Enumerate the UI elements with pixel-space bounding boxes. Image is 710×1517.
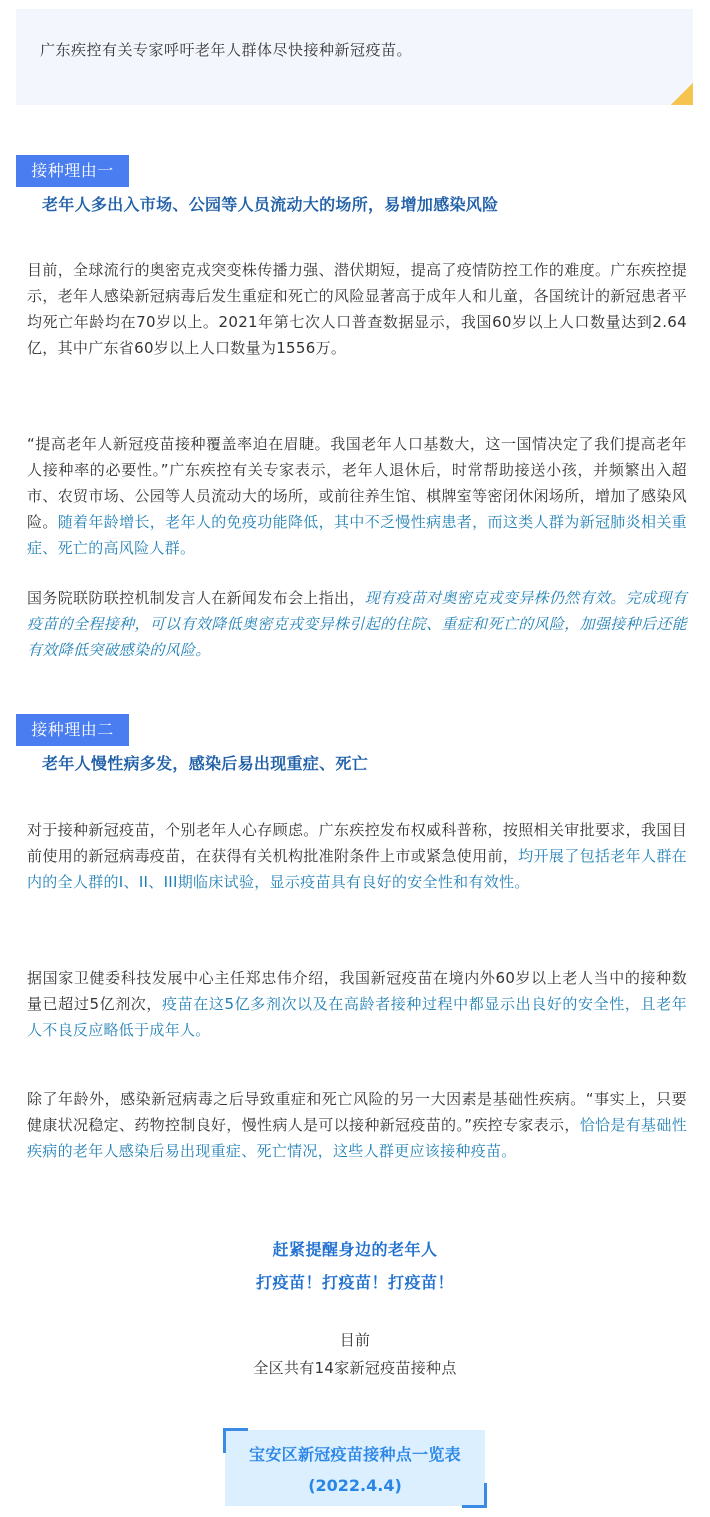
cta-line-1: 赶紧提醒身边的老年人 <box>272 1240 438 1259</box>
section2-heading: 老年人慢性病多发，感染后易出现重症、死亡 <box>42 754 369 773</box>
intro-text: 广东疾控有关专家呼吁老年人群体尽快接种新冠疫苗。 <box>40 41 413 59</box>
section1-paragraph-3-highlight: 现有疫苗对奥密克戎变异株仍然有效。完成现有疫苗的全程接种，可以有效降低奥密克戎变异株引起的住院、重症和死亡的风险，加强接种后还能有效降低突破感染的风险。 <box>27 589 687 659</box>
section1-paragraph-2-text: “提高老年人新冠疫苗接种覆盖率迫在眉睫。我国老年人口基数大，这一国情决定了我们提高老年人接种率的必要性。”广东疾控有关专家表示，老年人退休后，时常帮助接送小孩，并频繁出入超市、农贸市场、公园等人员流动大的场所，或前往养生馆、棋牌室等密闭休闲场所，增加了感染风险。 <box>27 435 687 531</box>
section2-paragraph-3 <box>27 1086 687 1164</box>
section1-tag: 接种理由一 <box>16 155 129 187</box>
section2-paragraph-3-highlight: 恰恰是有基础性疾病的老年人感染后易出现重症、死亡情况，这些人群更应该接种疫苗。 <box>27 1116 688 1160</box>
section2-paragraph-1 <box>27 817 687 895</box>
corner-decoration <box>671 83 693 105</box>
intro-box <box>16 9 693 105</box>
section2-paragraph-1-highlight: 均开展了包括老年人群在内的全人群的I、II、III期临床试验，显示疫苗具有良好的安全性和有效性。 <box>27 847 687 891</box>
section2-tag: 接种理由二 <box>16 714 129 746</box>
vaccination-list-button[interactable] <box>225 1430 485 1506</box>
cta-line-2: 打疫苗！打疫苗！打疫苗！ <box>255 1273 454 1292</box>
section1-heading: 老年人多出入市场、公园等人员流动大的场所，易增加感染风险 <box>42 195 499 214</box>
info-line-2: 全区共有14家新冠疫苗接种点 <box>253 1359 457 1377</box>
section2-paragraph-2-text: 据国家卫健委科技发展中心主任郑忠伟介绍，我国新冠疫苗在境内外60岁以上老人当中的接种数量已超过5亿剂次， <box>27 969 687 1013</box>
section2-paragraph-1-text: 对于接种新冠疫苗，个别老年人心存顾虑。广东疾控发布权威科普称，按照相关审批要求，我国目前使用的新冠病毒疫苗，在获得有关机构批准附条件上市或紧急使用前， <box>27 821 687 865</box>
section1-paragraph-3 <box>27 585 687 663</box>
section1-paragraph-1: 目前，全球流行的奥密克戎突变株传播力强、潜伏期短，提高了疫情防控工作的难度。广东疾控提示，老年人感染新冠病毒后发生重症和死亡的风险显著高于成年人和儿童，各国统计的新冠患者平均死亡年龄均在70岁以上。2021年第七次人口普查数据显示，我国60岁以上人口数量达到2.64亿，其中广东省60岁以上人口数量为1556万。 <box>27 261 687 357</box>
section2-paragraph-3-text: 除了年龄外，感染新冠病毒之后导致重症和死亡风险的另一大因素是基础性疾病。“事实上，只要健康状况稳定、药物控制良好，慢性病人是可以接种新冠疫苗的。”疾控专家表示， <box>27 1090 687 1134</box>
section1-paragraph-2 <box>27 431 687 561</box>
list-title: 宝安区新冠疫苗接种点一览表 <box>249 1445 461 1464</box>
list-date: (2022.4.4) <box>308 1476 402 1495</box>
section2-paragraph-2-highlight: 疫苗在这5亿多剂次以及在高龄者接种过程中都显示出良好的安全性，且老年人不良反应略低于成年人。 <box>27 995 687 1039</box>
section1-paragraph-3-text: 国务院联防联控机制发言人在新闻发布会上指出， <box>27 589 365 607</box>
section2-paragraph-2 <box>27 965 687 1043</box>
section1-paragraph-2-highlight: 随着年龄增长，老年人的免疫功能降低，其中不乏慢性病患者，而这类人群为新冠肺炎相关重症、死亡的高风险人群。 <box>27 513 687 557</box>
info-line-1: 目前 <box>339 1331 371 1349</box>
